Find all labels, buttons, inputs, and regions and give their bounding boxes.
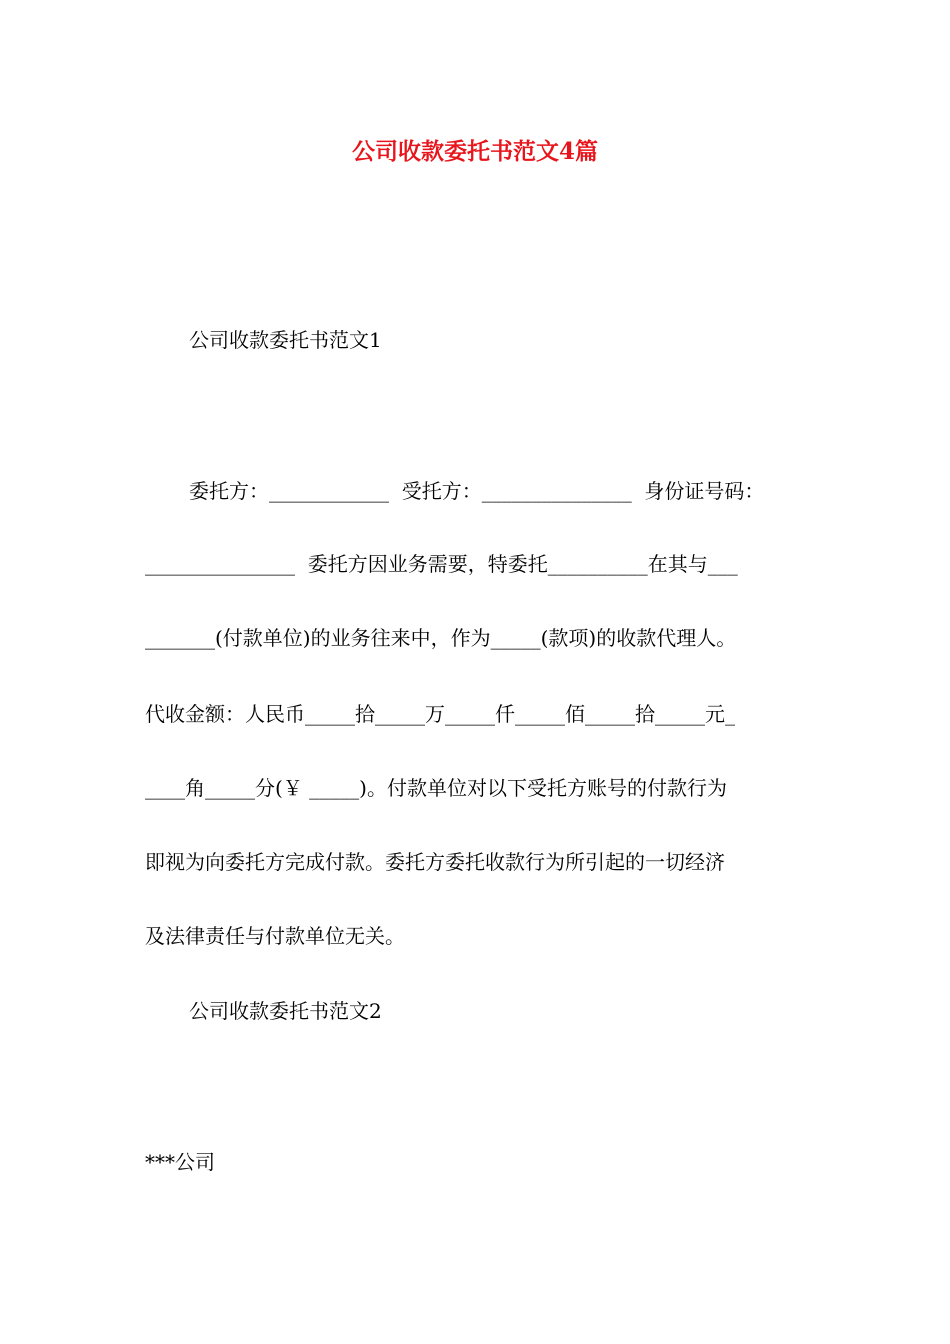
paragraph-line-6: 即视为向委托方完成付款。委托方委托收款行为所引起的一切经济 (145, 850, 725, 874)
paragraph-line-7: 及法律责任与付款单位无关。 (145, 924, 405, 948)
company-line: ***公司 (145, 1150, 215, 1174)
document-title: 公司收款委托书范文4篇 (351, 138, 598, 165)
paragraph-line-5: ____角_____分(￥ _____)。付款单位对以下受托方账号的付款行为 (145, 776, 727, 800)
paragraph-line-3: _______(付款单位)的业务往来中，作为_____(款项)的收款代理人。 (145, 626, 737, 650)
section-heading-1: 公司收款委托书范文1 (189, 328, 382, 352)
section-heading-2: 公司收款委托书范文2 (189, 999, 382, 1023)
paragraph-line-1: 委托方：____________ 受托方：_______________ 身份证号码： (189, 479, 765, 503)
paragraph-line-2: _______________ 委托方因业务需要，特委托__________在其与___ (145, 552, 738, 576)
paragraph-line-4: 代收金额：人民币_____拾_____万_____仟_____佰_____拾_____元_ (145, 702, 735, 726)
